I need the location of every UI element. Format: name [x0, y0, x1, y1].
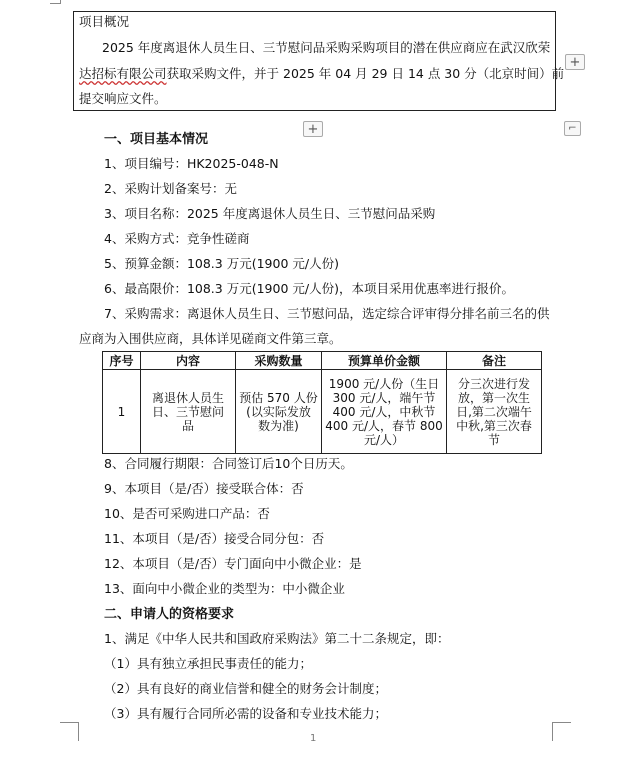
section1-item: 7、采购需求：离退休人员生日、三节慰问品，选定综合评审得分排名前三名的供 — [104, 306, 550, 321]
section1-item: 3、项目名称：2025 年度离退休人员生日、三节慰问品采购 — [104, 206, 436, 221]
cell-line: 日、三节慰问 — [151, 404, 224, 419]
cell-line: 放，第一次生 — [457, 390, 530, 405]
section1-item: 10、是否可采购进口产品：否 — [104, 506, 270, 521]
section1-item: 应商为入围供应商，具体详见磋商文件第三章。 — [79, 331, 342, 346]
cell-line: 品 — [181, 418, 194, 433]
section1-item: 8、合同履行期限：合同签订后10个日历天。 — [104, 456, 353, 471]
cell-line: 300 元/人，端午节 — [332, 390, 436, 405]
section1-item: 9、本项目（是/否）接受联合体：否 — [104, 481, 304, 496]
cell-line: 中秋,第三次春 — [456, 418, 532, 433]
section1-item: 2、采购计划备案号：无 — [104, 181, 237, 196]
section2-item: （3）具有履行合同所必需的设备和专业技术能力； — [104, 706, 387, 721]
overview-line-1: 2025 年度离退休人员生日、三节慰问品采购采购项目的潜在供应商应在武汉欣荣 — [102, 40, 551, 55]
table-header: 采购数量 — [236, 352, 322, 370]
overview-line-2 — [79, 64, 564, 82]
section2-item: （2）具有良好的商业信誉和健全的财务会计制度； — [104, 681, 387, 696]
agency-name: 达招标有限公司 — [79, 66, 167, 81]
table-cell-qty — [236, 370, 322, 454]
cell-line: (以实际发放 — [246, 404, 311, 419]
section1-item: 1、项目编号：HK2025-048-N — [104, 156, 279, 171]
section2-item: 1、满足《中华人民共和国政府采购法》第二十二条规定，即： — [104, 631, 450, 646]
table-cell-content — [141, 370, 236, 454]
cell-line: 400 元/人，春节 800 — [325, 418, 443, 433]
add-row-button[interactable]: + — [303, 121, 323, 137]
section1-heading: 一、项目基本情况 — [104, 132, 209, 147]
section1-item: 11、本项目（是/否）接受合同分包：否 — [104, 531, 325, 546]
table-header: 内容 — [141, 352, 236, 370]
table-cell-price — [322, 370, 447, 454]
cell-line: 分三次进行发 — [457, 376, 530, 391]
section1-item: 6、最高限价：108.3 万元(1900 元/人份)，本项目采用优惠率进行报价。 — [104, 281, 514, 296]
table-header: 预算单价金额 — [322, 352, 447, 370]
section2-heading: 二、申请人的资格要求 — [104, 607, 235, 622]
cell-line: 400 元/人，中秋节 — [332, 404, 436, 419]
cell-line: 1900 元/人份（生日 — [328, 376, 440, 391]
cell-line: 数为准) — [258, 418, 299, 433]
add-row-button-side[interactable]: + — [565, 54, 585, 70]
cell-line: 日,第二次端午 — [456, 404, 532, 419]
section2-item: （1）具有独立承担民事责任的能力； — [104, 656, 312, 671]
section1-item: 13、面向中小微企业的类型为：中小微企业 — [104, 581, 345, 596]
cell-line: 离退休人员生 — [151, 390, 224, 405]
table-cell-no: 1 — [103, 370, 141, 454]
table-cell-note — [447, 370, 542, 454]
crop-mark-bottom-right — [552, 722, 571, 741]
section1-item: 12、本项目（是/否）专门面向中小微企业：是 — [104, 556, 362, 571]
cell-line: 预估 570 人份 — [239, 390, 318, 405]
overview-line-2-rest: 获取采购文件，并于 2025 年 04 月 29 日 14 点 30 分（北京时间）前 — [166, 66, 565, 81]
cell-line: 元/人） — [363, 432, 405, 447]
collapse-icon[interactable]: ⌐ — [564, 121, 581, 136]
crop-mark-bottom-left — [60, 722, 79, 741]
requirements-table — [102, 351, 542, 454]
table-header: 备注 — [447, 352, 542, 370]
section1-item: 4、采购方式：竞争性磋商 — [104, 231, 250, 246]
cell-line: 节 — [487, 432, 500, 447]
crop-mark-top-left — [50, 0, 61, 4]
table-header: 序号 — [103, 352, 141, 370]
page-number: 1 — [310, 733, 317, 744]
table-row — [103, 370, 542, 454]
table-header-row — [103, 352, 542, 370]
overview-title: 项目概况 — [79, 14, 130, 29]
overview-line-3: 提交响应文件。 — [79, 91, 167, 106]
section1-item: 5、预算金额：108.3 万元(1900 元/人份) — [104, 256, 339, 271]
